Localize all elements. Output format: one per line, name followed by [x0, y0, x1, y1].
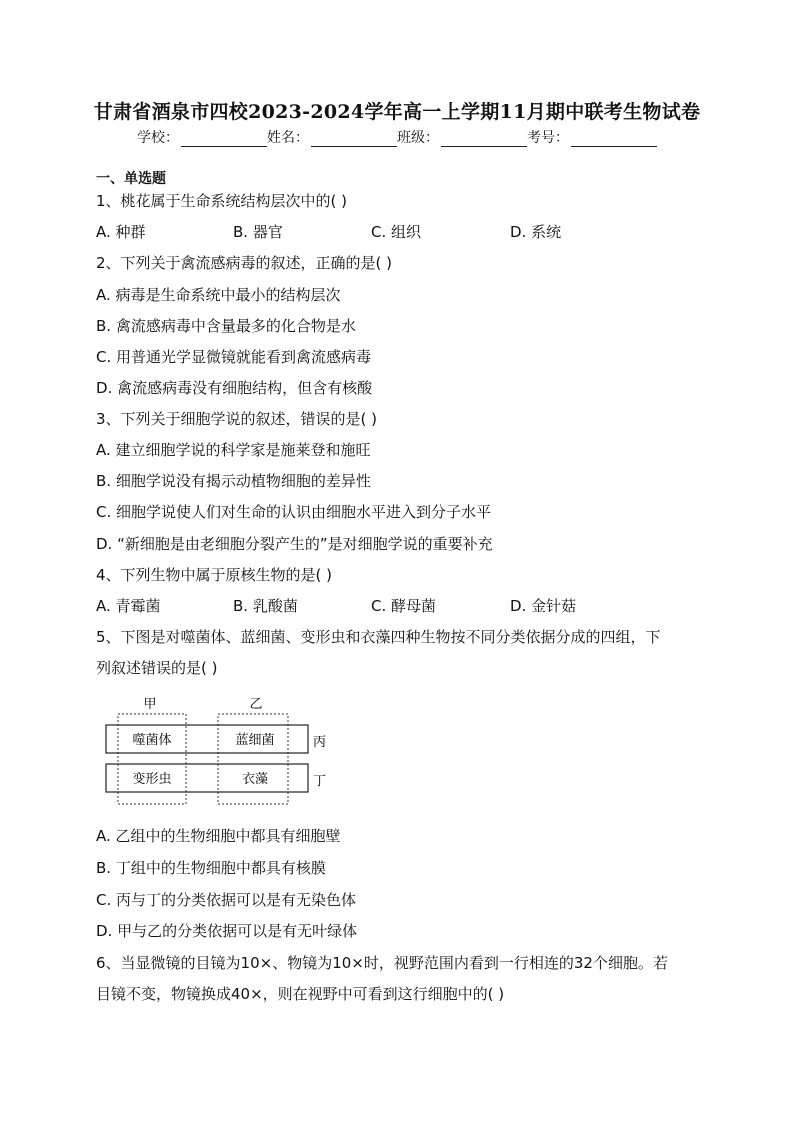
q5-option-b: B. 丁组中的生物细胞中都具有核膜	[96, 859, 326, 877]
q3-option-c: C. 细胞学说使人们对生命的认识由细胞水平进入到分子水平	[96, 503, 492, 521]
group-jia-box	[118, 714, 186, 804]
q4-option-c: C. 酵母菌	[371, 597, 437, 615]
name-label: 姓名：	[267, 130, 309, 146]
page-title: 甘肃省酒泉市四校2023-2024学年高一上学期11月期中联考生物试卷	[93, 101, 701, 123]
q4-option-d: D. 金针菇	[510, 597, 577, 615]
label-yi: 乙	[249, 697, 263, 712]
cell-amoeba: 变形虫	[132, 772, 172, 787]
q2-option-a: A. 病毒是生命系统中最小的结构层次	[96, 286, 341, 304]
name-field	[267, 127, 397, 147]
school-field	[137, 127, 267, 147]
q3-option-a: A. 建立细胞学说的科学家是施莱登和施旺	[96, 441, 371, 459]
q3-option-b: B. 细胞学说没有揭示动植物细胞的差异性	[96, 472, 371, 490]
school-blank	[181, 130, 267, 147]
q1-option-a: A. 种群	[96, 223, 146, 241]
question-5-stem-line-2: 列叙述错误的是( )	[96, 659, 218, 677]
question-3-stem: 3、下列关于细胞学说的叙述，错误的是( )	[96, 410, 378, 428]
question-4-stem: 4、下列生物中属于原核生物的是( )	[96, 566, 333, 584]
q5-option-d: D. 甲与乙的分类依据可以是有无叶绿体	[96, 922, 358, 940]
exam-no-blank	[571, 130, 657, 147]
group-yi-box	[218, 714, 288, 804]
classification-figure	[100, 692, 340, 808]
q4-option-a: A. 青霉菌	[96, 597, 161, 615]
q4-option-b: B. 乳酸菌	[233, 597, 298, 615]
q1-option-d: D. 系统	[510, 223, 562, 241]
school-label: 学校：	[137, 130, 179, 146]
student-info-line	[0, 127, 794, 147]
exam-no-field	[527, 127, 657, 147]
cell-cyanobacteria: 蓝细菌	[235, 733, 275, 748]
question-1-stem: 1、桃花属于生命系统结构层次中的( )	[96, 192, 348, 210]
q3-option-d: D. “新细胞是由老细胞分裂产生的”是对细胞学说的重要补充	[96, 535, 493, 553]
class-field	[397, 127, 527, 147]
class-blank	[441, 130, 527, 147]
q5-option-c: C. 丙与丁的分类依据可以是有无染色体	[96, 891, 357, 909]
exam-no-label: 考号：	[527, 130, 569, 146]
label-bing: 丙	[313, 735, 327, 750]
question-6-stem-line-2: 目镜不变，物镜换成40×，则在视野中可看到这行细胞中的( )	[96, 985, 505, 1003]
cell-phage: 噬菌体	[132, 733, 172, 748]
q1-option-b: B. 器官	[233, 223, 283, 241]
question-2-stem: 2、下列关于禽流感病毒的叙述，正确的是( )	[96, 254, 393, 272]
q1-option-c: C. 组织	[371, 223, 422, 241]
q2-option-d: D. 禽流感病毒没有细胞结构，但含有核酸	[96, 379, 373, 397]
question-6-stem-line-1: 6、当显微镜的目镜为10×、物镜为10×时，视野范围内看到一行相连的32个细胞。若	[96, 954, 668, 972]
q2-option-c: C. 用普通光学显微镜就能看到禽流感病毒	[96, 348, 372, 366]
question-5-stem-line-1: 5、下图是对噬菌体、蓝细菌、变形虫和衣藻四种生物按不同分类依据分成的四组，下	[96, 628, 661, 646]
q2-option-b: B. 禽流感病毒中含量最多的化合物是水	[96, 317, 356, 335]
label-jia: 甲	[143, 697, 157, 712]
q5-option-a: A. 乙组中的生物细胞中都具有细胞壁	[96, 827, 341, 845]
section-title: 一、单选题	[96, 171, 166, 187]
cell-chlamydomonas: 衣藻	[241, 772, 269, 787]
label-ding: 丁	[313, 774, 327, 789]
name-blank	[311, 130, 397, 147]
class-label: 班级：	[397, 130, 439, 146]
